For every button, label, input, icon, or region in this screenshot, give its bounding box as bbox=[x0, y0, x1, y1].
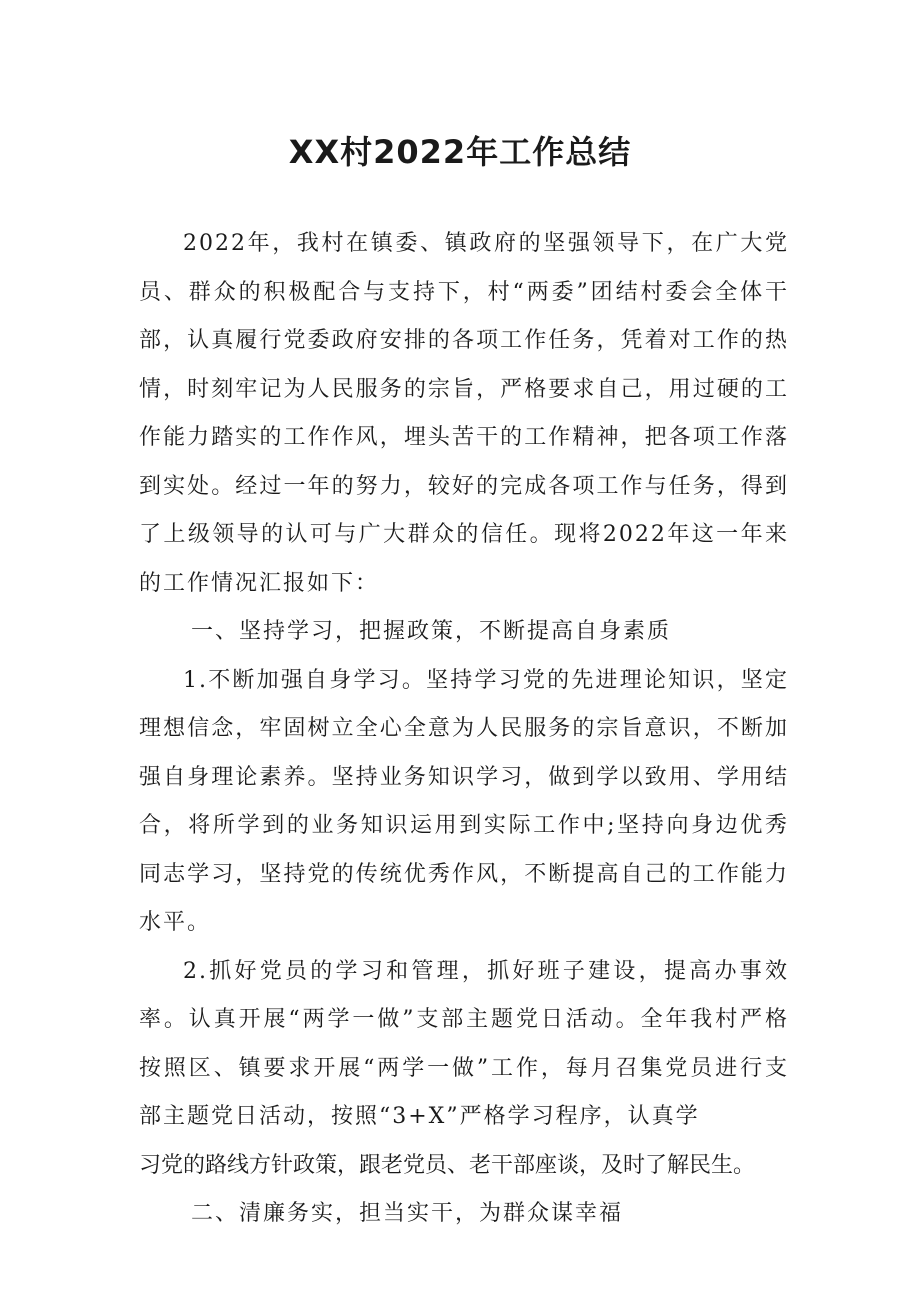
section-1-heading: 一、坚持学习，把握政策，不断提高自身素质 bbox=[191, 619, 672, 644]
intro-paragraph: 2022年，我村在镇委、镇政府的坚强领导下，在广大党员、群众的积极配合与支持下，村“两委”团结村委会全体干部，认真履行党委政府安排的各项工作任务，凭着对工作的热情，时刻牢记为人民服务的宗旨，严格要求自己，用过硬的工作能力踏实的工作作风，埋头苦干的工作精神，把各项工作落到实处。经过一年的努力，较好的完成各项工作与任务，得到了上级领导的认可与广大群众的信任。现将2022年这一年来的工作情况汇报如下： bbox=[139, 231, 789, 596]
section-2-heading: 二、清廉务实，担当实干，为群众谋幸福 bbox=[191, 1201, 624, 1226]
document-title: XX村2022年工作总结 bbox=[288, 133, 632, 171]
item-2-paragraph: 2.抓好党员的学习和管理，抓好班子建设，提高办事效率。认真开展“两学一做”支部主题党日活动。全年我村严格按照区、镇要求开展“两学一做”工作，每月召集党员进行支部主题党日活动，按照“3+X”严格学习程序，认真学 bbox=[139, 958, 789, 1129]
item-1-paragraph: 1.不断加强自身学习。坚持学习党的先进理论知识，坚定理想信念，牢固树立全心全意为人民服务的宗旨意识，不断加强自身理论素养。坚持业务知识学习，做到学以致用、学用结合，将所学到的业务知识运用到实际工作中;坚持向身边优秀同志学习，坚持党的传统优秀作风，不断提高自己的工作能力水平。 bbox=[139, 667, 789, 935]
item-2-continuation: 习党的路线方针政策，跟老党员、老干部座谈，及时了解民生。 bbox=[139, 1152, 756, 1178]
document-body bbox=[139, 220, 789, 1239]
